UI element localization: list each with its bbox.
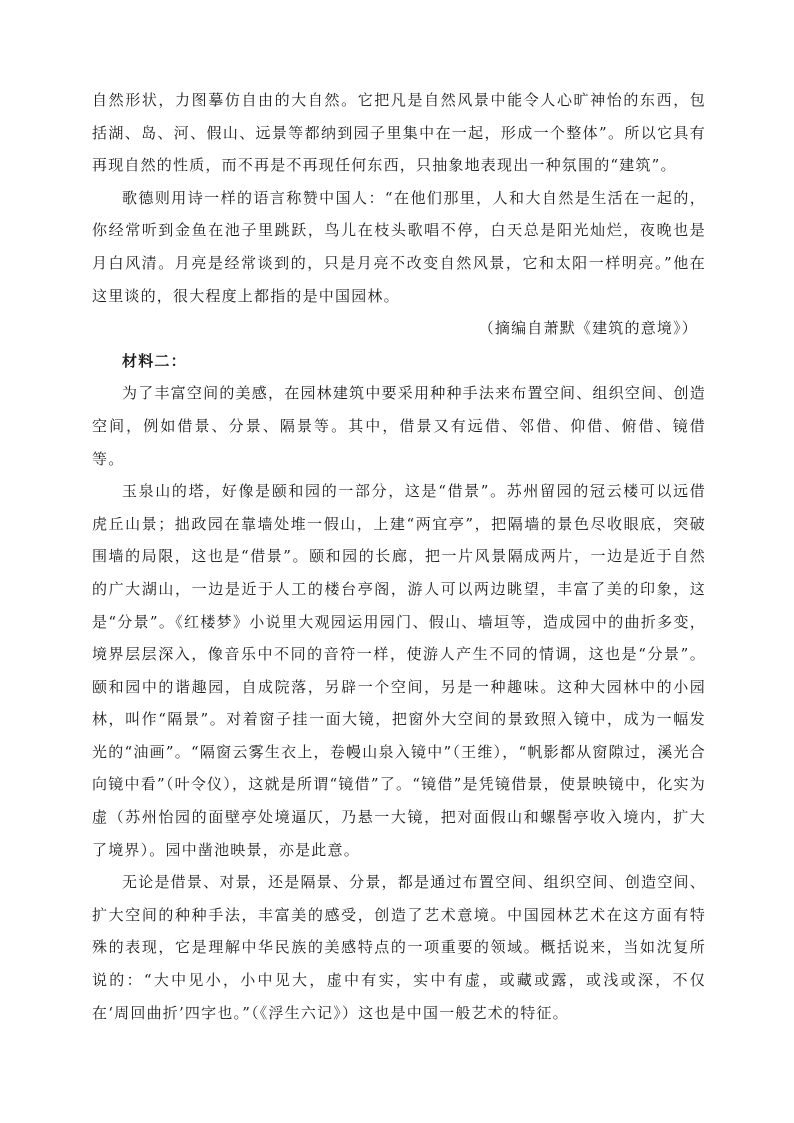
source-citation: （摘编自萧默《建筑的意境》） bbox=[478, 319, 698, 338]
paragraph-continued: 自然形状，力图摹仿自由的大自然。它把凡是自然风景中能令人心旷神怡的东西，包括湖、岛、河、假山、远景等都纳到园子里集中在一起，形成一个整体”。所以它具有再现自然的性质，而不再是不再现任何东西，只抽象地表现出一种氛围的“建筑”。 bbox=[92, 91, 706, 175]
paragraph-material2-conclusion: 无论是借景、对景，还是隔景、分景，都是通过布置空间、组织空间、创造空间、扩大空间的种种手法，丰富美的感受，创造了艺术意境。中国园林艺术在这方面有特殊的表现，它是理解中华民族的美感特点的一项重要的领域。概括说来，当如沈复所说的：“大中见小，小中见大，虚中有实，实中有虚，或藏或露，或浅或深，不仅在‘周回曲折’四字也。”（《浮生六记》）这也是中国一般艺术的特征。 bbox=[92, 873, 706, 1022]
paragraph-material2-intro: 为了丰富空间的美感，在园林建筑中要采用种种手法来布置空间、组织空间、创造空间，例如借景、分景、隔景等。其中，借景又有远借、邻借、仰借、俯借、镜借等。 bbox=[92, 384, 706, 468]
paragraph-goethe: 歌德则用诗一样的语言称赞中国人：“在他们那里，人和大自然是生活在一起的，你经常听到金鱼在池子里跳跃，鸟儿在枝头歌唱不停，白天总是阳光灿烂，夜晚也是月白风清。月亮是经常谈到的，只是月亮不改变自然风景，它和太阳一样明亮。”他在这里谈的，很大程度上都指的是中国园林。 bbox=[92, 188, 706, 305]
document-page bbox=[92, 84, 706, 1029]
section-heading-material-2: 材料二： bbox=[122, 351, 187, 370]
paragraph-material2-examples: 玉泉山的塔，好像是颐和园的一部分，这是“借景”。苏州留园的冠云楼可以远借虎丘山景；拙政园在靠墙处堆一假山，上建“两宜亭”，把隔墙的景色尽收眼底，突破围墙的局限，这也是“借景”。颐和园的长廊，把一片风景隔成两片，一边是近于自然的广大湖山，一边是近于人工的楼台亭阁，游人可以两边眺望，丰富了美的印象，这是“分景”。《红楼梦》小说里大观园运用园门、假山、墙垣等，造成园中的曲折多变，境界层层深入，像音乐中不同的音符一样，使游人产生不同的情调，这也是“分景”。颐和园中的谐趣园，自成院落，另辟一个空间，另是一种趣味。这种大园林中的小园林，叫作“隔景”。对着窗子挂一面大镜，把窗外大空间的景致照入镜中，成为一幅发光的“油画”。“隔窗云雾生衣上，卷幔山泉入镜中”（王维），“帆影都从窗隙过，溪光合向镜中看”（叶令仪），这就是所谓“镜借”了。“镜借”是凭镜借景，使景映镜中，化实为虚（苏州怡园的面壁亭处境逼仄，乃悬一大镜，把对面假山和螺髻亭收入境内，扩大了境界）。园中凿池映景，亦是此意。 bbox=[92, 482, 706, 859]
